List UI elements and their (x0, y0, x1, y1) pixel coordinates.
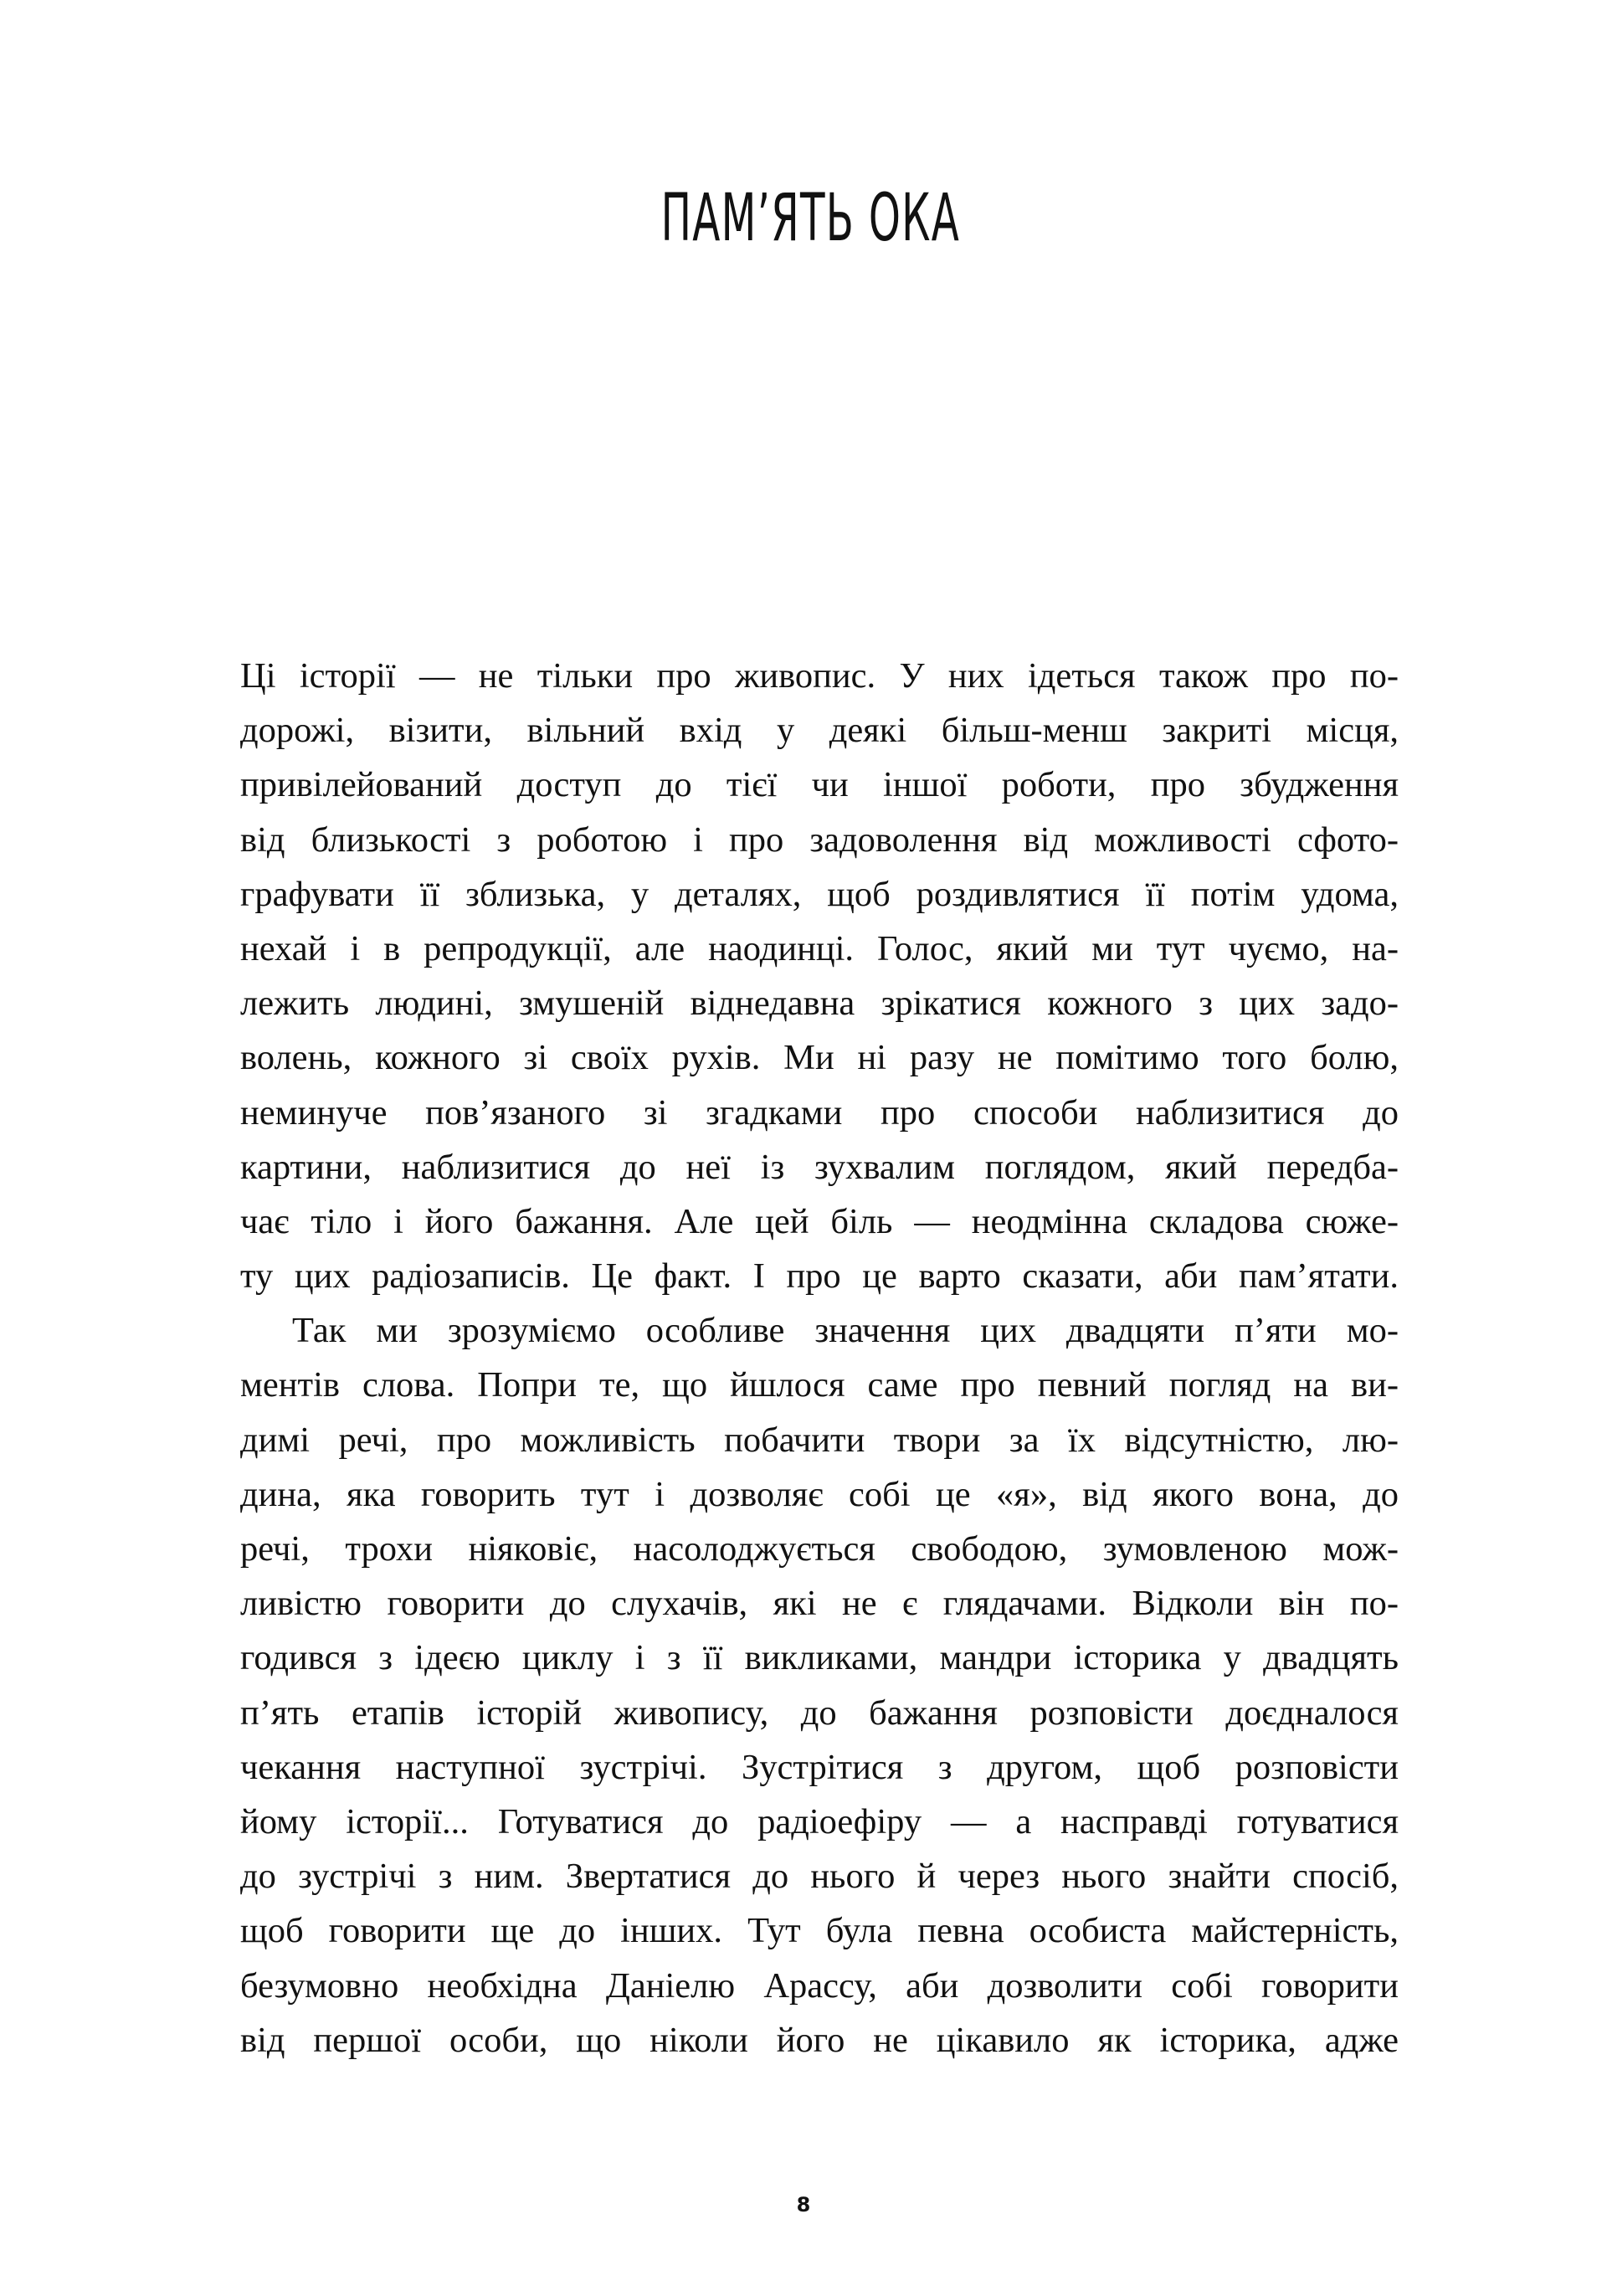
text-line: чає тіло і його бажання. Але цей біль — неодмінна складова сюже- (240, 1201, 1399, 1241)
paragraph-2 (240, 1303, 1399, 2067)
text-line: ливістю говорити до слухачів, які не є глядачами. Відколи він по- (240, 1584, 1399, 1624)
body-text (240, 649, 1399, 2067)
text-line: картини, наблизитися до неї із зухвалим поглядом, який передба- (240, 1147, 1399, 1187)
text-line: волень, кожного зі своїх рухів. Ми ні разу не помітимо того болю, (240, 1038, 1399, 1078)
text-line: чекання наступної зустрічі. Зустрітися з другом, щоб розповісти (240, 1747, 1399, 1787)
text-line: п’ять етапів історій живопису, до бажання розповісти доєдналося (240, 1692, 1399, 1733)
page-number: 8 (796, 2193, 811, 2216)
text-line: лежить людині, змушеній віднедавна зрікатися кожного з цих задо- (240, 984, 1399, 1024)
text-line: від першої особи, що ніколи його не цікавило як історика, адже (240, 2020, 1399, 2060)
text-line: від близькості з роботою і про задоволення від можливості сфото- (240, 819, 1399, 860)
text-line: графувати її зблизька, у деталях, щоб роздивлятися її потім удома, (240, 874, 1399, 914)
text-line: Ці історії — не тільки про живопис. У них ідеться також про по- (240, 656, 1399, 696)
text-line: речі, трохи ніяковіє, насолоджується свободою, зумовленою мож- (240, 1529, 1399, 1569)
paragraph-1 (240, 649, 1399, 1303)
text-line: нехай і в репродукції, але наодинці. Голос, який ми тут чуємо, на- (240, 928, 1399, 968)
text-line: йому історії... Готуватися до радіоефіру — а насправді готуватися (240, 1801, 1399, 1841)
text-line: димі речі, про можливість побачити твори за їх відсутністю, лю- (240, 1420, 1399, 1460)
text-line: безумовно необхідна Даніелю Арассу, аби дозволити собі говорити (240, 1965, 1399, 2006)
text-line: привілейований доступ до тієї чи іншої роботи, про збудження (240, 765, 1399, 805)
text-line: годився з ідеєю циклу і з її викликами, мандри історика у двадцять (240, 1638, 1399, 1678)
text-line: неминуче пов’язаного зі згадками про способи наблизитися до (240, 1092, 1399, 1133)
chapter-title: ПАМ’ЯТЬ ОКА (660, 181, 961, 256)
text-line: Так ми зрозуміємо особливе значення цих двадцяти п’яти мо- (292, 1311, 1399, 1351)
text-line: дина, яка говорить тут і дозволяє собі це «я», від якого вона, до (240, 1474, 1399, 1514)
text-line: дорожі, візити, вільний вхід у деякі більш-менш закриті місця, (240, 711, 1399, 751)
text-line: ту цих радіозаписів. Це факт. І про це варто сказати, аби пам’ятати. (240, 1256, 1399, 1297)
text-line: до зустрічі з ним. Звертатися до нього й через нього знайти спосіб, (240, 1857, 1399, 1897)
text-line: ментів слова. Попри те, що йшлося саме про певний погляд на ви- (240, 1365, 1399, 1405)
text-line: щоб говорити ще до інших. Тут була певна особиста майстерність, (240, 1911, 1399, 1951)
